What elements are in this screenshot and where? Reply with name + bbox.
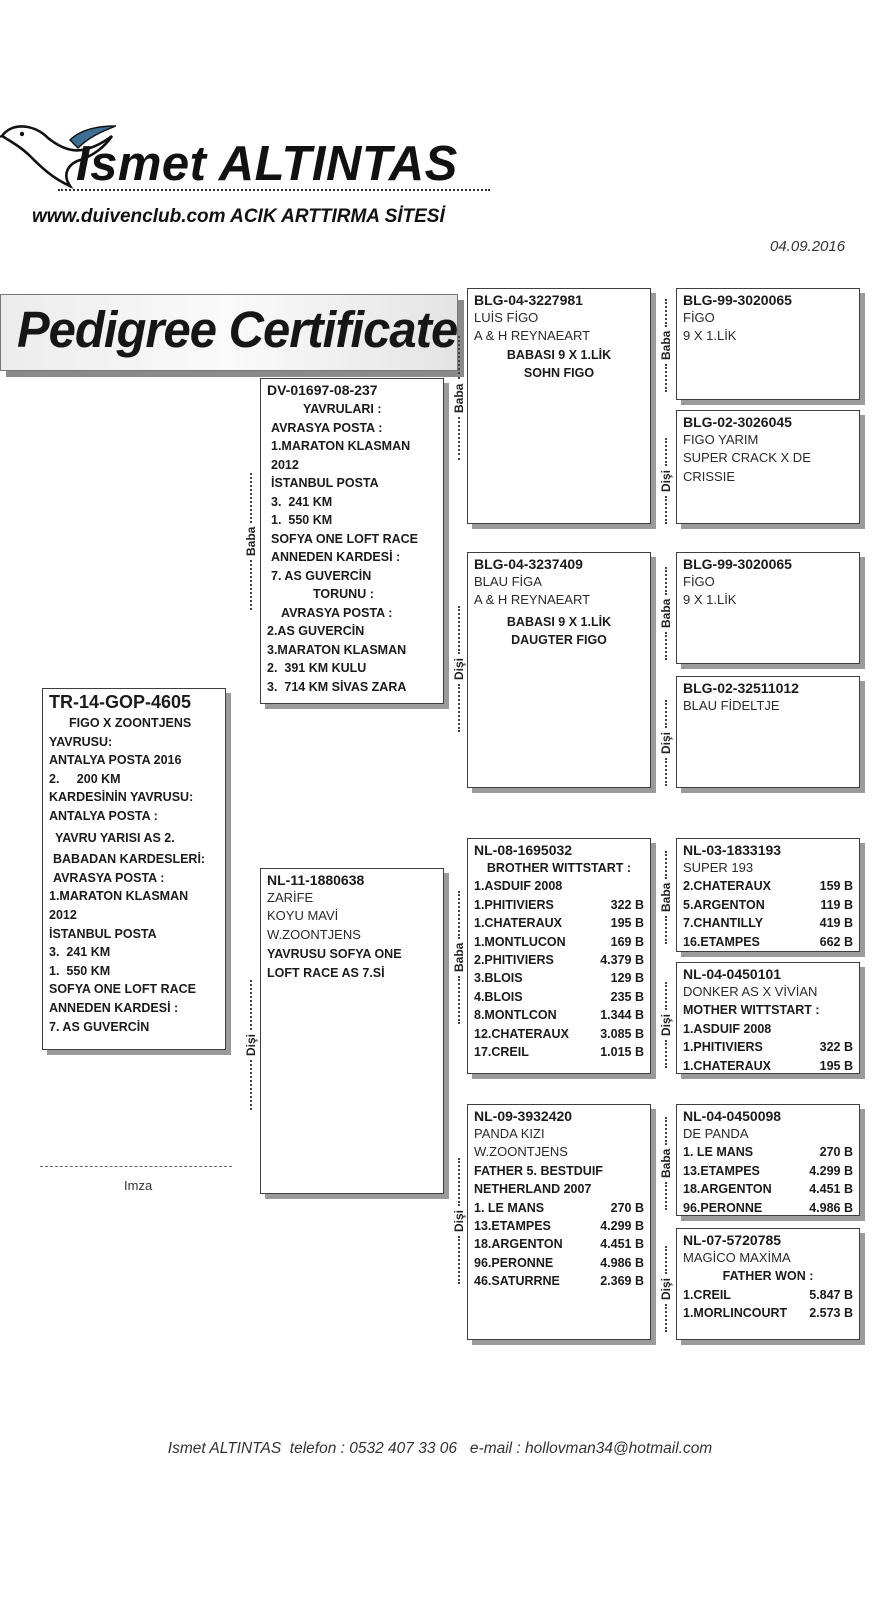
note-line: 3. 714 KM SİVAS ZARA [267,679,407,694]
dam-breeder: W.ZOONTJENS [267,926,361,942]
result-row: 18.ARGENTON 4.451 B [683,1182,853,1197]
note-line: 3.MARATON KLASMAN [267,642,407,657]
result-row: 7.CHANTILLY 419 B [683,916,853,931]
pigeon-name: FIGO YARIM [683,432,759,447]
brand-divider [58,189,490,191]
note-line: 7. AS GUVERCİN [49,1019,150,1034]
sire-dam-ring: BLG-04-3237409 [474,556,583,572]
dam-dam-label: Dişi [452,1150,466,1284]
note-line: YAVRULARI : [303,402,382,416]
breeder-name: A & H REYNAEART [474,328,591,344]
ancestor-ring: NL-03-1833193 [683,842,782,858]
result-row: 1.ASDUIF 2008 [683,1021,772,1036]
ancestor-ring: BLG-02-3026045 [683,414,792,430]
note-line: 2. 391 KM KULU [267,661,367,675]
result-title: BROTHER WITTSTART : [486,861,632,875]
sire-sire-ring: BLG-04-3227981 [474,292,583,308]
note-line: BABASI 9 X 1.LİK [506,614,612,629]
ancestor-ring: BLG-99-3020065 [683,556,792,572]
pigeon-name: FİGO [683,574,715,589]
note-line: ANNEDEN KARDESİ : [49,1000,179,1015]
ds-dam-card [676,962,860,1074]
ds-sire-card [676,838,860,952]
result-title: FATHER WON : [722,1269,814,1284]
result-row: 18.ARGENTON 4.451 B [474,1237,644,1252]
ds-dam-label: Dişi [659,968,673,1068]
pigeon-name: DONKER AS X VİVİAN [683,984,818,999]
result-row: 1. LE MANS 270 B [683,1145,853,1160]
sire-ring: DV-01697-08-237 [267,382,378,398]
ss-dam-label: Dişi [659,424,673,524]
note-line: YAVRU YARISI AS 2. [55,830,175,845]
note-line: 1. 550 KM [271,513,333,527]
footer-contact [0,1440,880,1458]
result-row: 13.ETAMPES 4.299 B [474,1219,644,1234]
result-row: 1.ASDUIF 2008 [474,879,563,894]
note-line: 1.MARATON KLASMAN [49,889,189,904]
result-row: 17.CREIL 1.015 B [474,1045,644,1060]
signature-line [40,1166,232,1167]
result-row: 16.ETAMPES 662 B [683,934,853,949]
note-line: BABASI 9 X 1.LİK [506,347,612,362]
subject-ring: TR-14-GOP-4605 [49,692,192,712]
sd-sire-card [676,552,860,664]
dam-sire-card [467,838,651,1074]
result-row: 1.CREIL 5.847 B [683,1287,853,1302]
result-row: 1. LE MANS 270 B [474,1200,644,1215]
result-title: MOTHER WITTSTART : [683,1003,820,1018]
note-line: 2012 [271,457,299,472]
result-row: 8.MONTLCON 1.344 B [474,1008,644,1023]
note-line: YAVRUSU: [49,734,113,749]
dam-sire-ring: NL-08-1695032 [474,842,573,858]
sire-dam-label: Dişi [452,598,466,732]
sd-sire-label: Baba [659,560,673,660]
note-line: AVRASYA POSTA : [281,605,393,620]
footer-email: e-mail : hollovman34@hotmail.com [469,1440,713,1457]
note-line: 1.MARATON KLASMAN [271,439,411,453]
sire-sire-card [467,288,651,524]
ss-dam-card [676,410,860,524]
note-line: DAUGTER FIGO [511,633,607,648]
note-line: 2012 [49,907,77,922]
result-row: 2.PHITIVIERS 4.379 B [474,953,644,968]
sire-notes [267,400,437,696]
note-line: LOFT RACE AS 7.Sİ [267,965,385,980]
ancestor-ring: BLG-02-32511012 [683,680,799,696]
note-line: İSTANBUL POSTA [49,926,157,941]
subject-card [42,688,226,1050]
ancestor-ring: BLG-99-3020065 [683,292,792,308]
note-line: YAVRUSU SOFYA ONE [267,947,402,962]
pigeon-name: SUPER 193 [683,860,754,875]
note-line: İSTANBUL POSTA [271,476,379,490]
result-row: 1.PHITIVIERS 322 B [683,1040,853,1055]
note-line: ANTALYA POSTA : [49,808,158,823]
brand-name: Ismet ALTINTAS [76,137,458,191]
note-line: 3. 241 KM [49,945,111,960]
note-line: 3. 241 KM [271,494,333,509]
note-line: 2. 200 KM [49,771,121,786]
result-row: 96.PERONNE 4.986 B [683,1200,853,1215]
sd-dam-label: Dişi [659,686,673,786]
note-line: KARDESİNİN YAVRUSU: [49,790,194,805]
pigeon-name: FİGO [683,310,715,325]
dam-ring: NL-11-1880638 [267,872,365,888]
result-row: 3.BLOIS 129 B [474,971,644,986]
ancestor-ring: NL-04-0450098 [683,1108,782,1124]
dam-name: ZARİFE [267,890,314,905]
note-line: FIGO X ZOONTJENS [69,716,192,730]
result-row: 13.ETAMPES 4.299 B [683,1163,853,1178]
sire-card [260,378,444,704]
pigeon-name: BLAU FİDELTJE [683,698,780,713]
pigeon-note: SUPER CRACK X DE [683,450,811,466]
result-row: 12.CHATERAUX 3.085 B [474,1026,644,1041]
breeder-name: W.ZOONTJENS [474,1144,568,1160]
note-line: TORUNU : [313,587,374,601]
note-line: AVRASYA POSTA : [53,870,165,885]
header-logo [0,112,490,194]
note-line: 7. AS GUVERCİN [271,568,372,583]
note-line: BABADAN KARDESLERİ: [53,852,206,867]
dam-label: Dişi [244,970,258,1110]
dam-dam-ring: NL-09-3932420 [474,1108,573,1124]
ss-sire-label: Baba [659,292,673,392]
ancestor-ring: NL-04-0450101 [683,966,782,982]
result-row: 1.CHATERAUX 195 B [474,916,644,931]
pigeon-name: BLAU FİGA [474,574,542,589]
dd-sire-label: Baba [659,1110,673,1210]
note-line: 2.AS GUVERCİN [267,624,365,638]
dd-dam-label: Dişi [659,1232,673,1332]
result-row: 1.MORLINCOURT 2.573 B [683,1306,853,1321]
pigeon-note: 9 X 1.LİK [683,328,737,344]
subject-notes [49,714,219,1036]
ds-sire-label: Baba [659,844,673,944]
note-line: FATHER 5. BESTDUIF [474,1163,603,1178]
result-row: 2.CHATERAUX 159 B [683,879,853,894]
dam-card [260,868,444,1194]
result-row: 1.PHITIVIERS 322 B [474,897,644,912]
note-line: NETHERLAND 2007 [474,1182,592,1197]
signature-label: Imza [124,1178,153,1193]
dd-sire-card [676,1104,860,1216]
pigeon-note: 9 X 1.LİK [683,592,737,608]
breeder-name: A & H REYNAEART [474,592,591,608]
dd-dam-card [676,1228,860,1340]
sire-dam-card [467,552,651,788]
footer-phone: telefon : 0532 407 33 06 [289,1440,457,1457]
pigeon-name: PANDA KIZI [474,1126,545,1141]
result-row: 4.BLOIS 235 B [474,989,644,1004]
pigeon-name: MAGİCO MAXİMA [683,1250,791,1265]
footer-name: Ismet ALTINTAS [167,1440,282,1457]
dam-dam-card [467,1104,651,1340]
result-row: 46.SATURRNE 2.369 B [474,1274,644,1289]
brand-url: www.duivenclub.com ACIK ARTTIRMA SİTESİ [32,206,445,227]
ancestor-ring: NL-07-5720785 [683,1232,782,1248]
page-title: Pedigree Certificate [17,301,458,359]
result-row: 96.PERONNE 4.986 B [474,1255,644,1270]
sire-sire-label: Baba [452,336,466,460]
result-row: 1.CHATERAUX 195 B [683,1058,853,1073]
title-banner [0,294,458,371]
pigeon-name: LUİS FİGO [474,310,539,325]
sire-label: Baba [244,470,258,610]
note-line: SOFYA ONE LOFT RACE [49,982,197,997]
sd-dam-card [676,676,860,788]
pigeon-name: DE PANDA [683,1126,749,1141]
certificate-date: 04.09.2016 [770,238,846,255]
note-line: ANTALYA POSTA 2016 [49,753,182,768]
note-line: SOHN FIGO [523,366,595,381]
result-row: 5.ARGENTON 119 B [683,897,853,912]
note-line: AVRASYA POSTA : [271,420,383,435]
dam-color: KOYU MAVİ [267,908,339,924]
ss-sire-card [676,288,860,400]
note-line: SOFYA ONE LOFT RACE [271,531,419,546]
pigeon-note: CRISSIE [683,468,736,484]
result-row: 1.MONTLUCON 169 B [474,934,644,949]
dam-sire-label: Baba [452,890,466,1024]
note-line: 1. 550 KM [49,963,111,978]
note-line: ANNEDEN KARDESİ : [271,550,401,564]
